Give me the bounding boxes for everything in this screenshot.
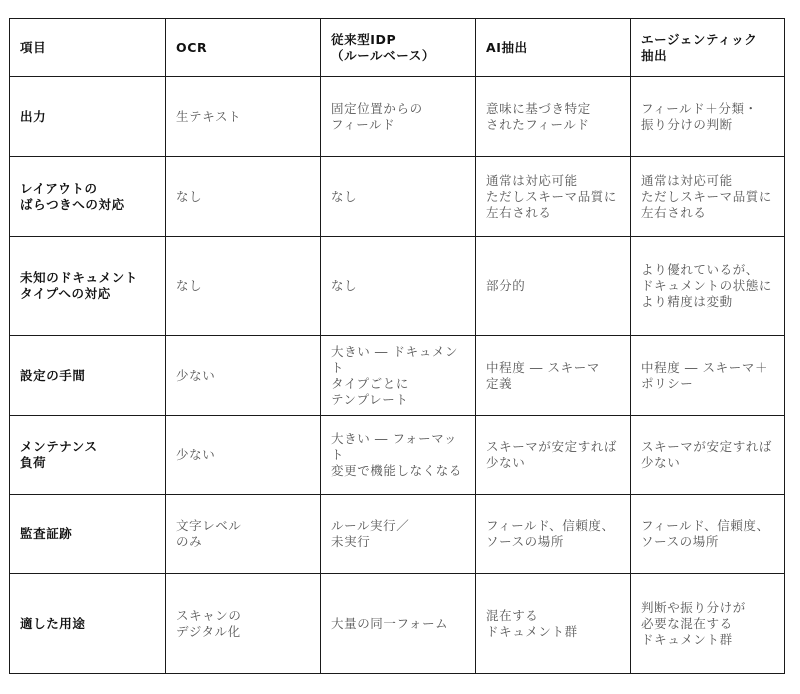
row-label: 出力 xyxy=(10,77,166,157)
header-cell-item: 項目 xyxy=(10,19,166,77)
table-cell: なし xyxy=(166,157,321,237)
row-label: 未知のドキュメント タイプへの対応 xyxy=(10,237,166,336)
table-cell: 判断や振り分けが 必要な混在する ドキュメント群 xyxy=(631,574,785,674)
table-row xyxy=(10,495,785,574)
table-row xyxy=(10,77,785,157)
table-cell: 通常は対応可能 ただしスキーマ品質に 左右される xyxy=(476,157,631,237)
table-cell: フィールド＋分類・ 振り分けの判断 xyxy=(631,77,785,157)
table-cell: スキーマが安定すれば 少ない xyxy=(631,416,785,495)
comparison-table xyxy=(9,18,785,674)
row-label: メンテナンス 負荷 xyxy=(10,416,166,495)
row-label: 設定の手間 xyxy=(10,336,166,416)
header-cell-ocr: OCR xyxy=(166,19,321,77)
table-cell: 少ない xyxy=(166,336,321,416)
header-cell-traditional-idp: 従来型IDP （ルールベース） xyxy=(321,19,476,77)
table-cell: なし xyxy=(166,237,321,336)
table-cell: 意味に基づき特定 されたフィールド xyxy=(476,77,631,157)
row-label: レイアウトの ばらつきへの対応 xyxy=(10,157,166,237)
table-row xyxy=(10,336,785,416)
row-label: 監査証跡 xyxy=(10,495,166,574)
table-cell: フィールド、信頼度、 ソースの場所 xyxy=(476,495,631,574)
table-cell: 大量の同一フォーム xyxy=(321,574,476,674)
header-cell-agentic-extraction: エージェンティック 抽出 xyxy=(631,19,785,77)
table-cell: 文字レベル のみ xyxy=(166,495,321,574)
table-cell: 少ない xyxy=(166,416,321,495)
table-cell: 固定位置からの フィールド xyxy=(321,77,476,157)
table-cell: なし xyxy=(321,237,476,336)
table-cell: 大きい ― ドキュメント タイプごとに テンプレート xyxy=(321,336,476,416)
table-row xyxy=(10,237,785,336)
table-cell: 中程度 ― スキーマ＋ ポリシー xyxy=(631,336,785,416)
table-cell: スキーマが安定すれば 少ない xyxy=(476,416,631,495)
header-row xyxy=(10,19,785,77)
table-cell: ルール実行／ 未実行 xyxy=(321,495,476,574)
comparison-table-wrapper xyxy=(9,18,785,674)
table-row xyxy=(10,157,785,237)
table-cell: 中程度 ― スキーマ 定義 xyxy=(476,336,631,416)
table-cell: 生テキスト xyxy=(166,77,321,157)
table-row xyxy=(10,416,785,495)
table-row xyxy=(10,574,785,674)
row-label: 適した用途 xyxy=(10,574,166,674)
table-cell: スキャンの デジタル化 xyxy=(166,574,321,674)
header-cell-ai-extraction: AI抽出 xyxy=(476,19,631,77)
table-cell: 部分的 xyxy=(476,237,631,336)
table-cell: なし xyxy=(321,157,476,237)
table-cell: より優れているが、 ドキュメントの状態に より精度は変動 xyxy=(631,237,785,336)
table-cell: 大きい ― フォーマット 変更で機能しなくなる xyxy=(321,416,476,495)
table-cell: フィールド、信頼度、 ソースの場所 xyxy=(631,495,785,574)
table-cell: 混在する ドキュメント群 xyxy=(476,574,631,674)
table-cell: 通常は対応可能 ただしスキーマ品質に 左右される xyxy=(631,157,785,237)
